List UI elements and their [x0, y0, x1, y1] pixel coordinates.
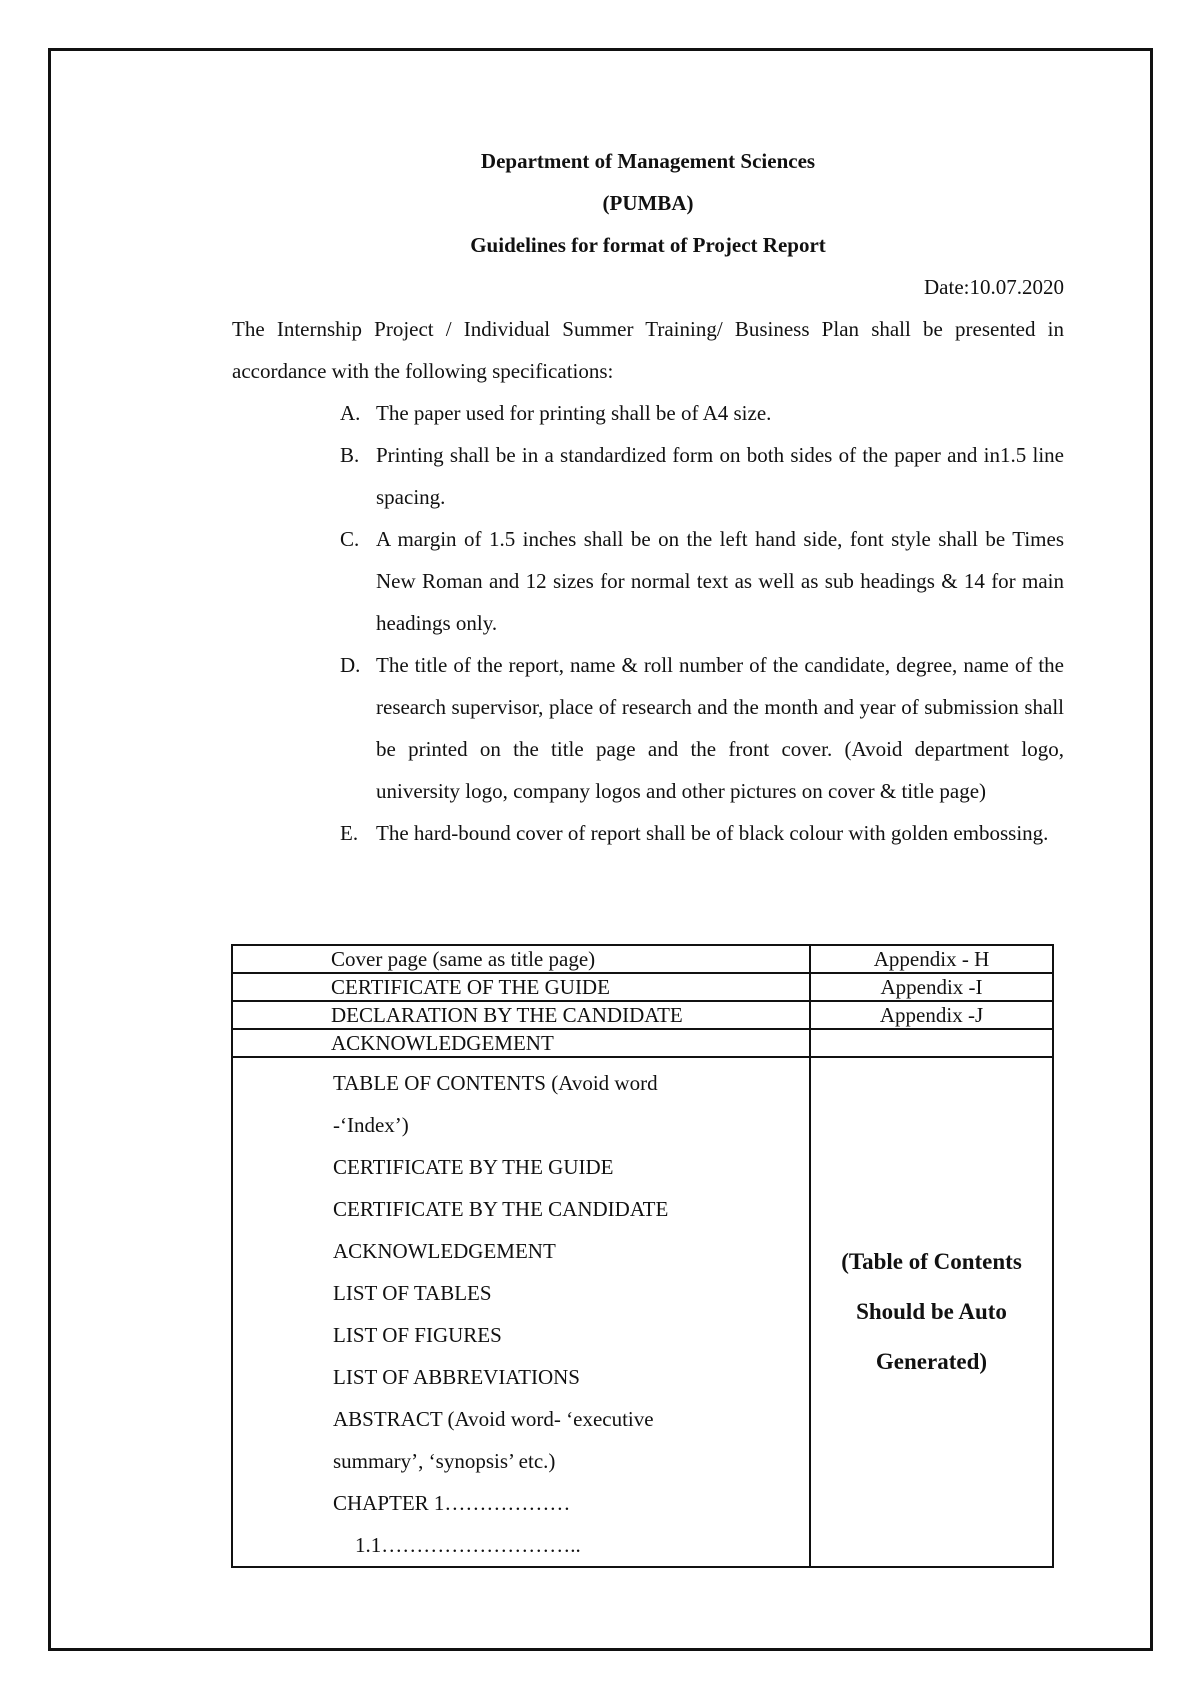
contents-item: -‘Index’)	[333, 1113, 409, 1137]
table-row	[232, 945, 1053, 973]
table-row	[232, 973, 1053, 1001]
table-cell-appendix: Appendix - H	[810, 945, 1053, 973]
list-text: The paper used for printing shall be of A4 size.	[376, 401, 772, 425]
list-item	[232, 812, 1064, 854]
contents-item: CHAPTER 1………………	[333, 1491, 571, 1515]
table-cell-appendix: Appendix -I	[810, 973, 1053, 1001]
list-item	[232, 434, 1064, 518]
table-cell-item: CERTIFICATE OF THE GUIDE	[232, 973, 810, 1001]
abbreviation-heading: (PUMBA)	[602, 191, 694, 215]
contents-item: ACKNOWLEDGEMENT	[333, 1239, 556, 1263]
list-letter: A.	[340, 401, 361, 425]
contents-item: LIST OF ABBREVIATIONS	[333, 1365, 580, 1389]
contents-item: LIST OF FIGURES	[333, 1323, 502, 1347]
list-text: The title of the report, name & roll number of the candidate, degree, name of the research supervisor, place of research and the month and year of submission shall be printed on the title page and the front cover. (Avoid department logo, university logo, company logos and other pictures on cover & title page)	[376, 653, 1064, 803]
table-row	[232, 1001, 1053, 1029]
contents-item: summary’, ‘synopsis’ etc.)	[333, 1449, 556, 1473]
table-cell-item: DECLARATION BY THE CANDIDATE	[232, 1001, 810, 1029]
list-item	[232, 644, 1064, 812]
table-cell-item: Cover page (same as title page)	[232, 945, 810, 973]
table-cell-appendix	[810, 1029, 1053, 1057]
list-text: Printing shall be in a standardized form on both sides of the paper and in1.5 line spacing.	[376, 443, 1064, 509]
list-letter: E.	[340, 821, 359, 845]
list-item	[232, 392, 1064, 434]
contents-list-cell	[232, 1057, 810, 1567]
list-letter: C.	[340, 527, 360, 551]
document-title: Guidelines for format of Project Report	[470, 233, 826, 257]
document-body	[232, 140, 1064, 854]
report-structure-table	[231, 944, 1054, 1568]
document-date: Date:10.07.2020	[924, 275, 1064, 299]
table-row	[232, 1029, 1053, 1057]
contents-item: CERTIFICATE BY THE GUIDE	[333, 1155, 614, 1179]
department-heading: Department of Management Sciences	[480, 149, 816, 173]
contents-item: TABLE OF CONTENTS (Avoid word	[333, 1071, 658, 1095]
list-letter: D.	[340, 653, 361, 677]
contents-item: LIST OF TABLES	[333, 1281, 492, 1305]
list-letter: B.	[340, 443, 360, 467]
list-item	[232, 518, 1064, 644]
list-text: The hard-bound cover of report shall be of black colour with golden embossing.	[376, 821, 1049, 845]
contents-item: 1.1………………………..	[355, 1533, 581, 1557]
specification-list	[232, 392, 1064, 854]
intro-paragraph: The Internship Project / Individual Summer Training/ Business Plan shall be presented in accordance with the following specifications:	[232, 317, 1064, 383]
table-cell-item: ACKNOWLEDGEMENT	[232, 1029, 810, 1057]
table-cell-appendix: Appendix -J	[810, 1001, 1053, 1029]
auto-generated-note: (Table of Contents Should be Auto Generated)	[810, 1057, 1053, 1567]
table-row-contents	[232, 1057, 1053, 1567]
list-text: A margin of 1.5 inches shall be on the left hand side, font style shall be Times New Roman and 12 sizes for normal text as well as sub headings & 14 for main headings only.	[376, 527, 1064, 635]
contents-item: CERTIFICATE BY THE CANDIDATE	[333, 1197, 669, 1221]
contents-item: ABSTRACT (Avoid word- ‘executive	[333, 1407, 654, 1431]
